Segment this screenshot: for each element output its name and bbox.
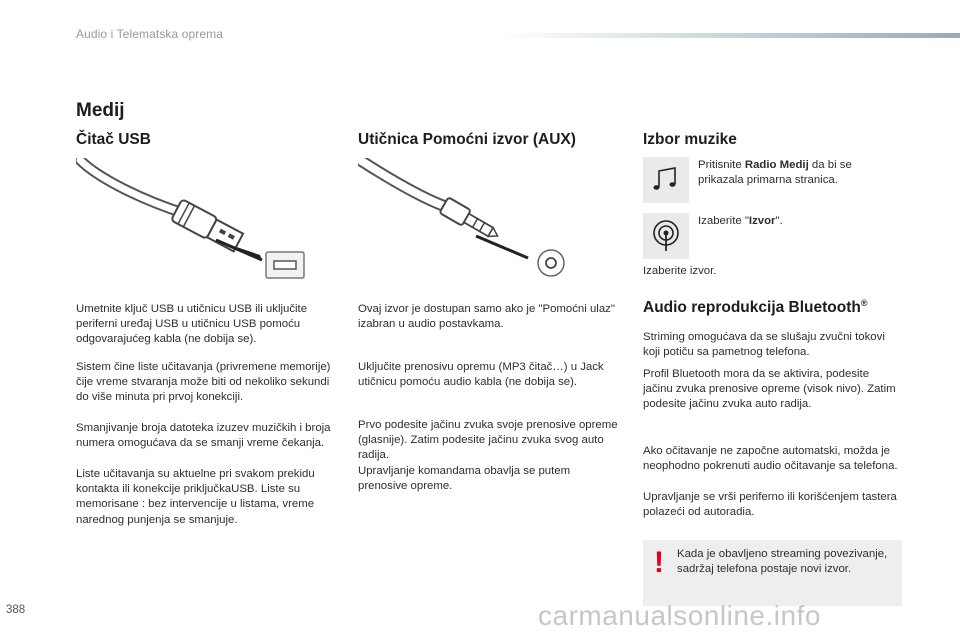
usb-paragraph-3: Smanjivanje broja datoteka izuzev muzičkih i broja numera omogućava da se smanji vreme čekanja. xyxy=(76,422,331,450)
aux-paragraph-2: Uključite prenosivu opremu (MP3 čitač…) u Jack utičnicu pomoću audio kabla (ne dobija se). xyxy=(358,361,604,389)
music-step-2: Izaberite "Izvor". xyxy=(698,215,783,227)
music-heading: Izbor muzike xyxy=(643,131,737,148)
bluetooth-paragraph-2: Profil Bluetooth mora da se aktivira, podesite jačinu zvuka prenosive opreme (visok nivo). Zatim podesite jačinu zvuka auto radija. xyxy=(643,368,896,411)
music-note: Izaberite izvor. xyxy=(643,265,717,277)
usb-paragraph-2: Sistem čine liste učitavanja (privremene memorije) čije vreme stvaranja može biti od nekoliko sekundi do više minuta pri prvoj konekciji. xyxy=(76,361,331,404)
aux-illustration xyxy=(358,158,598,283)
watermark: carmanualsonline.info xyxy=(538,600,821,631)
usb-illustration xyxy=(76,158,316,283)
warning-text: Kada je obavljeno streaming povezivanje, sadržaj telefona postaje novi izvor. xyxy=(677,548,888,576)
aux-heading: Utičnica Pomoćni izvor (AUX) xyxy=(358,131,576,148)
source-icon xyxy=(643,213,689,259)
warning-icon: ! xyxy=(654,546,664,579)
header-title: Audio i Telematska oprema xyxy=(76,27,224,41)
aux-paragraph-4: Upravljanje komandama obavlja se putem prenosive opreme. xyxy=(358,465,571,493)
bluetooth-paragraph-3: Ako očitavanje ne započne automatski, možda je neophodno pokrenuti audio očitavanje sa telefona. xyxy=(643,445,898,473)
music-step-1: Pritisnite Radio Medij da bi se prikazala primarna stranica. xyxy=(698,159,852,187)
music-note-icon xyxy=(643,157,689,203)
usb-paragraph-1: Umetnite ključ USB u utičnicu USB ili uključite periferni uređaj USB u utičnicu USB pomoću odgovarajućeg kabla (ne dobija se). xyxy=(76,303,308,346)
section-title: Medij xyxy=(76,100,125,121)
header-bar xyxy=(500,33,960,38)
aux-paragraph-1: Ovaj izvor je dostupan samo ako je "Pomoćni ulaz" izabran u audio postavkama. xyxy=(358,303,615,331)
aux-paragraph-3: Prvo podesite jačinu zvuka svoje prenosive opreme (glasnije). Zatim podesite jačinu zvuka svog auto radija. xyxy=(358,419,618,462)
page-number: 388 xyxy=(6,604,26,616)
usb-heading: Čitač USB xyxy=(76,131,151,148)
usb-paragraph-4: Liste učitavanja su aktuelne pri svakom prekidu kontakta ili konekcije priključkaUSB. Liste su memorisane : bez intervencije u listama, vreme narednog punjenja se smanjuje. xyxy=(76,468,315,526)
bluetooth-paragraph-4: Upravljanje se vrši periferno ili korišćenjem tastera polazeći od autoradia. xyxy=(643,491,897,519)
bluetooth-paragraph-1: Striming omogućava da se slušaju zvučni tokovi koji potiču sa pametnog telefona. xyxy=(643,331,885,359)
bluetooth-heading: Audio reprodukcija Bluetooth® xyxy=(643,298,868,317)
